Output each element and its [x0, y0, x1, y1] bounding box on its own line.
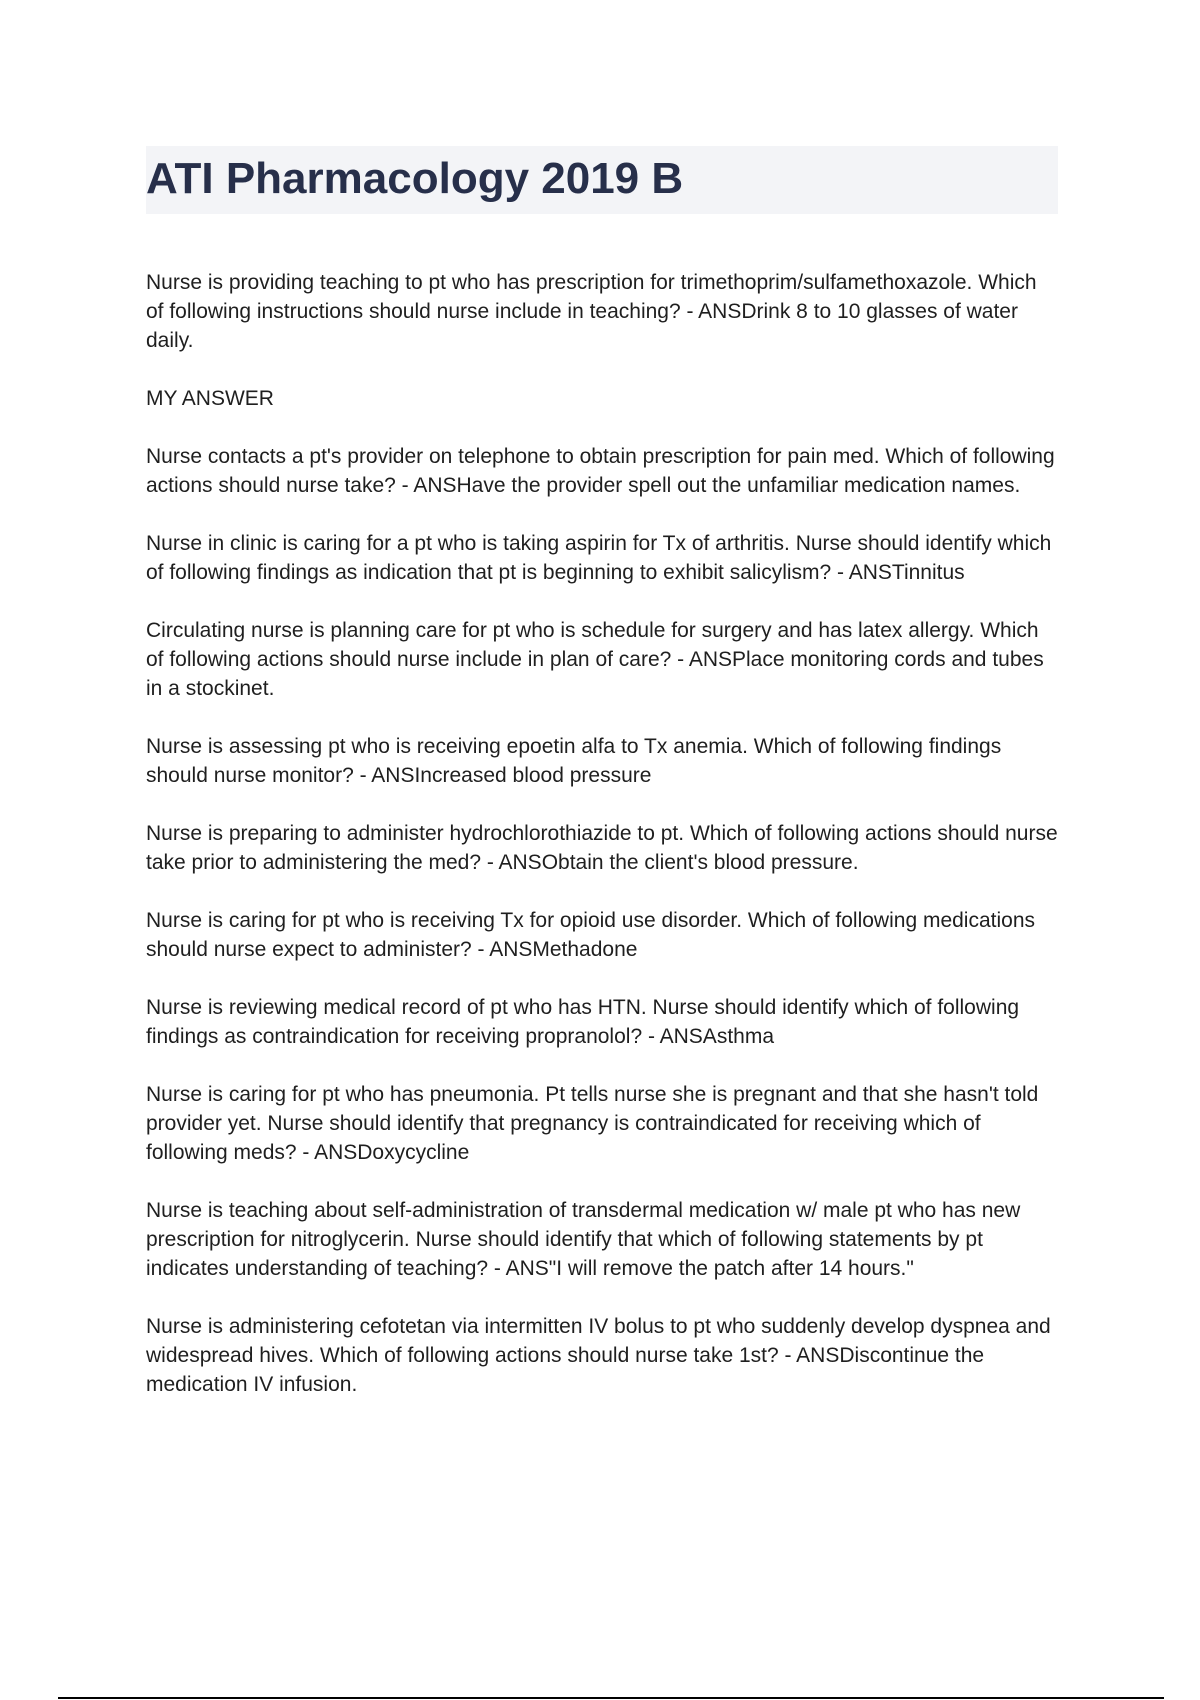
qa-item-1: Nurse is providing teaching to pt who has prescription for trimethoprim/sulfamethoxazole. Which of following instructions should nurse include in teaching? - ANSDrink 8 to 10 glasses of water daily. — [146, 271, 1037, 352]
qa-item-4: Circulating nurse is planning care for pt who is schedule for surgery and has latex allergy. Which of following actions should nurse include in plan of care? - ANSPlace monitoring cords and tubes in a stockinet. — [146, 619, 1044, 700]
qa-item-10: Nurse is teaching about self-administration of transdermal medication w/ male pt who has new prescription for nitroglycerin. Nurse should identify that which of following statements by pt indicates understanding of teaching? - ANS"I will remove the patch after 14 hours." — [146, 1199, 1021, 1280]
qa-item-8: Nurse is reviewing medical record of pt who has HTN. Nurse should identify which of following findings as contraindication for receiving propranolol? - ANSAsthma — [146, 996, 1020, 1048]
document-body — [146, 268, 1058, 1428]
qa-item-2: Nurse contacts a pt's provider on telephone to obtain prescription for pain med. Which of following actions should nurse take? - ANSHave the provider spell out the unfamiliar medication names. — [146, 445, 1055, 497]
page-bottom-rule — [58, 1697, 1164, 1699]
qa-item-3: Nurse in clinic is caring for a pt who is taking aspirin for Tx of arthritis. Nurse should identify which of following findings as indication that pt is beginning to exhibit salicylism? - ANSTinnitus — [146, 532, 1052, 584]
qa-item-9: Nurse is caring for pt who has pneumonia. Pt tells nurse she is pregnant and that she hasn't told provider yet. Nurse should identify that pregnancy is contraindicated for receiving which of following meds? - ANSDoxycycline — [146, 1083, 1039, 1164]
qa-item-6: Nurse is preparing to administer hydrochlorothiazide to pt. Which of following actions should nurse take prior to administering the med? - ANSObtain the client's blood pressure. — [146, 822, 1058, 874]
my-answer-note: MY ANSWER — [146, 387, 274, 410]
qa-item-7: Nurse is caring for pt who is receiving Tx for opioid use disorder. Which of following medications should nurse expect to administer? - ANSMethadone — [146, 909, 1036, 961]
document-title: ATI Pharmacology 2019 B — [146, 154, 684, 203]
qa-item-11: Nurse is administering cefotetan via intermitten IV bolus to pt who suddenly develop dyspnea and widespread hives. Which of following actions should nurse take 1st? - ANSDiscontinue the medication IV infusion. — [146, 1315, 1051, 1396]
qa-item-5: Nurse is assessing pt who is receiving epoetin alfa to Tx anemia. Which of following findings should nurse monitor? - ANSIncreased blood pressure — [146, 735, 1002, 787]
